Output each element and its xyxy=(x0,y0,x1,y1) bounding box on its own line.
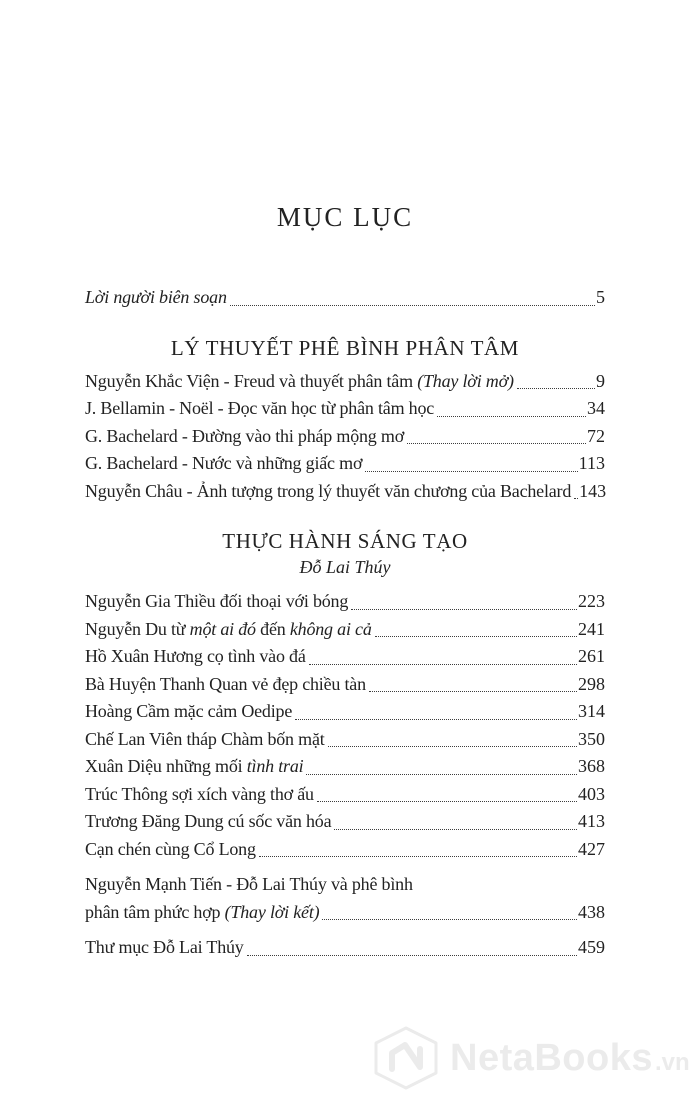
toc-entry xyxy=(85,395,605,423)
toc-entry-title: Nguyễn Khắc Viện - Freud và thuyết phân tâm (Thay lời mở) xyxy=(85,370,514,391)
toc-entry-title: G. Bachelard - Đường vào thi pháp mộng mơ xyxy=(85,425,405,446)
toc-entry xyxy=(85,643,605,671)
toc-entry xyxy=(85,698,605,726)
dot-leader xyxy=(574,498,578,499)
toc-entry-title: phân tâm phức hợp (Thay lời kết) xyxy=(85,901,320,922)
toc-entry-title: Xuân Diệu những mối tình trai xyxy=(85,756,304,776)
toc-entry xyxy=(85,871,605,899)
toc-entry xyxy=(85,808,605,836)
toc-entry xyxy=(85,478,605,506)
toc-entry xyxy=(85,284,605,312)
toc-page-number: 413 xyxy=(578,811,605,831)
toc-entry-title: Trương Đăng Dung cú sốc văn hóa xyxy=(85,811,332,831)
toc-page-number: 403 xyxy=(578,783,605,804)
toc-entry xyxy=(85,899,605,927)
toc-page-number: 223 xyxy=(578,591,605,611)
toc-entry-title: Hoàng Cầm mặc cảm Oedipe xyxy=(85,701,293,721)
toc-entry-title: Nguyễn Du từ một ai đó đến không ai cả xyxy=(85,618,372,639)
dot-leader xyxy=(306,774,577,775)
toc-page-number: 143 xyxy=(579,480,607,501)
toc-entry xyxy=(85,836,605,864)
toc-page-number: 34 xyxy=(587,398,605,418)
dot-leader xyxy=(247,955,577,956)
watermark-tld: .vn xyxy=(655,1048,690,1076)
toc-entry-title: Nguyễn Mạnh Tiến - Đỗ Lai Thúy và phê bình xyxy=(85,874,413,894)
toc-entry-title: Thư mục Đỗ Lai Thúy xyxy=(85,937,244,957)
toc-entry-title: J. Bellamin - Noël - Đọc văn học từ phân tâm học xyxy=(85,398,435,418)
section-subtitle: Đỗ Lai Thúy xyxy=(299,557,391,577)
toc-page-number: 368 xyxy=(578,756,605,776)
dot-leader xyxy=(351,609,577,610)
dot-leader xyxy=(334,829,577,830)
toc-entry-title: Cạn chén cùng Cổ Long xyxy=(85,838,256,859)
dot-leader xyxy=(295,719,577,720)
toc-entry xyxy=(85,423,605,451)
dot-leader xyxy=(517,388,595,389)
dot-leader xyxy=(365,471,577,472)
table-of-contents xyxy=(85,284,605,962)
toc-page-number: 261 xyxy=(578,646,605,666)
toc-page-number: 113 xyxy=(578,453,605,473)
toc-entry-title: Bà Huyện Thanh Quan vẻ đẹp chiều tàn xyxy=(85,673,366,694)
toc-entry xyxy=(85,726,605,754)
toc-page-number: 350 xyxy=(578,728,605,749)
toc-entry xyxy=(85,450,605,478)
toc-page-number: 9 xyxy=(596,370,605,391)
toc-entry-title: Chế Lan Viên tháp Chàm bốn mặt xyxy=(85,728,325,749)
toc-content xyxy=(85,0,605,962)
toc-entry-title: Nguyễn Gia Thiều đối thoại với bóng xyxy=(85,591,349,611)
dot-leader xyxy=(437,416,586,417)
toc-entry xyxy=(85,934,605,962)
toc-entry-title: G. Bachelard - Nước và những giấc mơ xyxy=(85,453,363,473)
dot-leader xyxy=(259,856,577,857)
toc-entry xyxy=(85,368,605,396)
dot-leader xyxy=(369,691,577,692)
toc-entry xyxy=(85,616,605,644)
toc-page-number: 427 xyxy=(578,838,605,859)
section-entries xyxy=(85,368,605,506)
toc-entry xyxy=(85,753,605,781)
page-title: MỤC LỤC xyxy=(276,202,414,232)
dot-leader xyxy=(309,664,577,665)
toc-page-number: 298 xyxy=(578,673,605,694)
dot-leader xyxy=(375,636,577,637)
section-entries xyxy=(85,588,605,962)
toc-entry-title: Trúc Thông sợi xích vàng thơ ấu xyxy=(85,783,314,804)
toc-page-number: 72 xyxy=(587,425,605,446)
dot-leader xyxy=(230,305,595,306)
netabooks-logo-icon xyxy=(372,1026,440,1090)
dot-leader xyxy=(317,801,577,802)
toc-entry xyxy=(85,781,605,809)
dot-leader xyxy=(407,443,586,444)
watermark-brand: NetaBooks xyxy=(450,1036,653,1079)
toc-entry-title: Lời người biên soạn xyxy=(85,287,227,307)
section-heading: LÝ THUYẾT PHÊ BÌNH PHÂN TÂM xyxy=(170,335,520,360)
toc-page-number: 438 xyxy=(578,901,605,922)
toc-page-number: 241 xyxy=(578,618,605,639)
toc-entry xyxy=(85,671,605,699)
toc-entry xyxy=(85,588,605,616)
netabooks-wordmark xyxy=(450,1037,690,1080)
netabooks-watermark xyxy=(372,1026,690,1090)
dot-leader xyxy=(328,746,577,747)
toc-entry-title: Hồ Xuân Hương cọ tình vào đá xyxy=(85,646,306,666)
toc-page-number: 459 xyxy=(578,937,605,957)
dot-leader xyxy=(322,919,577,920)
toc-page-number: 314 xyxy=(578,701,605,721)
toc-entry-title: Nguyễn Châu - Ảnh tượng trong lý thuyết văn chương của Bachelard xyxy=(85,480,572,501)
toc-page-number: 5 xyxy=(596,287,605,307)
section-heading: THỰC HÀNH SÁNG TẠO xyxy=(222,529,468,553)
